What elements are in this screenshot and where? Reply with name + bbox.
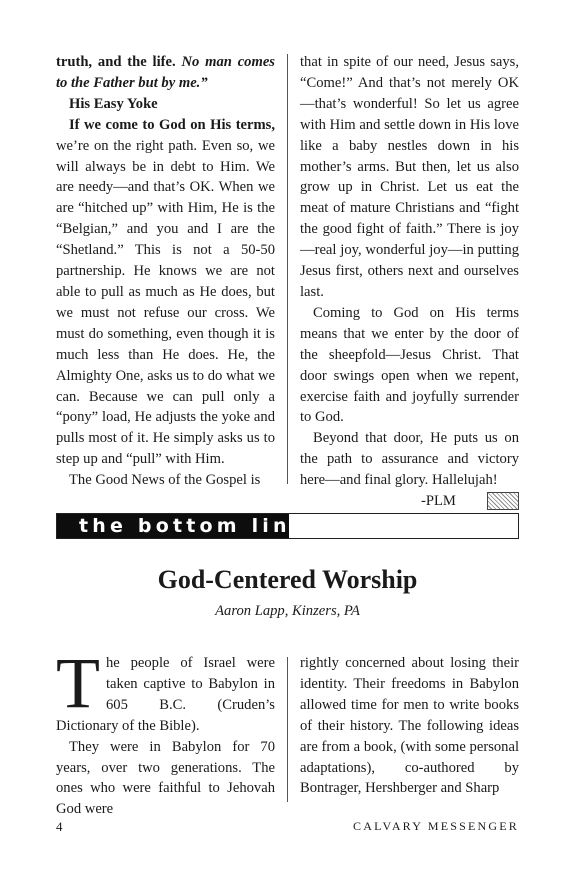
column-divider <box>287 54 288 484</box>
easy-yoke-body: we’re on the right path. Even so, we will always be in debt to Him. We are needy—and that’s OK. When we are “hitched up” with Him, He is the “Belgian,” and you and I are the “Shetland.” This is not a 50-50 partnership. He knows we are not able to pull as much as He does, but we must not refuse our cross. We must do something, even though it is much less than He does. He, the Almighty One, asks us to do what we can. Because we can pull only a “pony” load, He adjusts the yoke and pulls most of it. He simply asks us to step up and “pull” with Him. <box>56 137 275 468</box>
identity-paragraph: rightly concerned about losing their identity. Their freedoms in Babylon allowed time for men to write books of their history. The following ideas are from a book, (with some personal adaptations), co-authored by Bontrager, Hershberger and Sharp <box>300 655 519 797</box>
author-initials: -PLM <box>421 493 456 510</box>
beyond-door-paragraph: Beyond that door, He puts us on the path to assurance and victory here—and final glory. Hallelujah! <box>300 430 519 489</box>
article-right-column <box>300 653 519 799</box>
signoff-row <box>300 491 519 512</box>
easy-yoke-paragraph <box>56 115 275 470</box>
easy-yoke-lead-in: If we come to God on His terms, <box>69 116 275 133</box>
opening-bold-text: truth, and the life. <box>56 54 176 70</box>
column-divider <box>287 657 288 802</box>
top-left-opening <box>56 52 275 94</box>
good-news-paragraph-start: The Good News of the Gospel is <box>69 472 261 489</box>
good-news-paragraph-continued: that in spite of our need, Jesus says, “Come!” And that’s not merely OK—that’s wonderful! So let us agree with Him and settle down in His love like a baby nestles down in his mother’s arms. But then, let us also grow up in Christ. Let us eat the meat of mature Christians and “fight the good fight of faith.” There is joy—real joy, wonderful joy—in putting Jesus first, others next and ourselves last. <box>300 54 519 300</box>
article-author: Aaron Lapp, Kinzers, PA <box>215 603 360 619</box>
article-left-column <box>56 643 275 820</box>
page-number: 4 <box>56 819 63 834</box>
drop-cap: T <box>56 643 100 723</box>
article-opening-paragraph <box>56 643 275 737</box>
section-banner <box>56 513 519 539</box>
end-of-article-icon <box>487 492 519 510</box>
coming-to-god-paragraph: Coming to God on His terms means that we enter by the door of the sheepfold—Jesus Christ. That door swings open when we repent, exercise faith and joyfully surrender to God. <box>300 304 519 426</box>
section-banner-label: the bottom line <box>57 514 289 538</box>
publication-title: CALVARY MESSENGER <box>353 819 519 833</box>
babylon-paragraph: They were in Babylon for 70 years, over two generations. The ones who were faithful to Jehovah God were <box>56 738 275 818</box>
article-opening-text: he people of Israel were taken captive to Babylon in 605 B.C. (Cruden’s Dictionary of the Bible). <box>56 655 275 734</box>
article-title: God-Centered Worship <box>157 565 418 594</box>
top-right-column <box>300 52 519 512</box>
subheading-easy-yoke: His Easy Yoke <box>69 95 158 112</box>
top-left-column <box>56 52 275 491</box>
opening-scripture-quote: No man comes to the Father but by me.” <box>56 54 275 91</box>
